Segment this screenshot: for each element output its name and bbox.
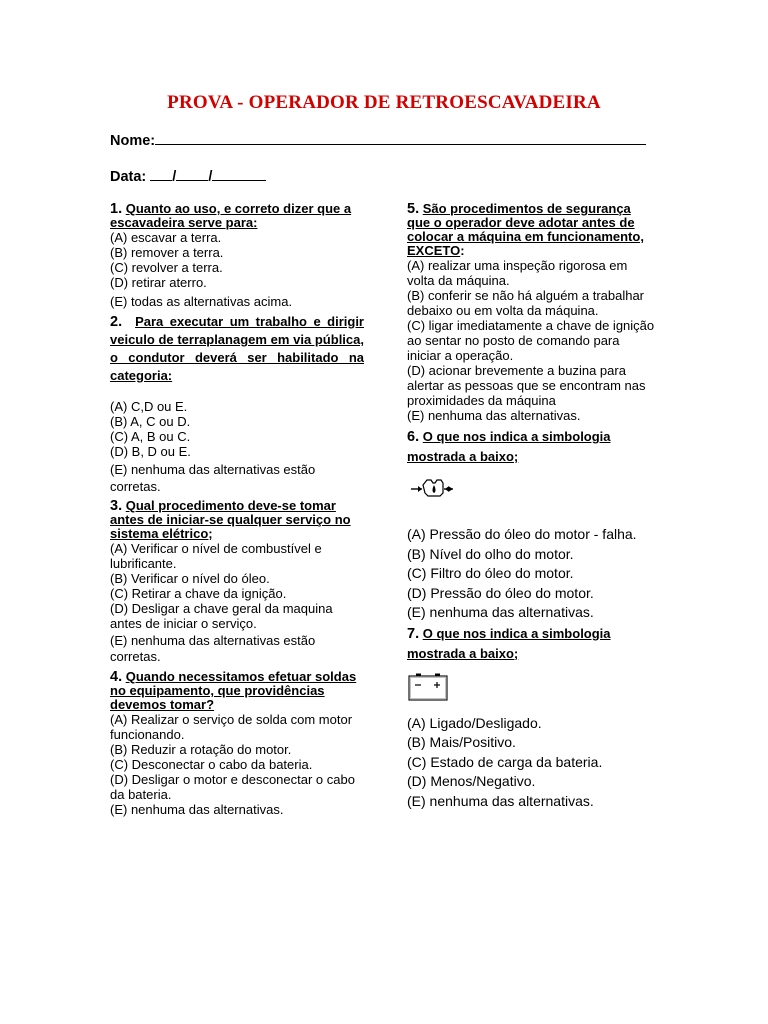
question-3-option-d: (D) Desligar a chave geral da maquina antes de iniciar o serviço. xyxy=(110,601,333,631)
data-day-line xyxy=(150,166,172,181)
question-5 xyxy=(407,202,657,423)
question-1-option-e: (E) todas as alternativas acima. xyxy=(110,294,293,309)
question-2-option-e: (E) nenhuma das alternativas estão corretas. xyxy=(110,462,316,494)
question-2-option-d: (D) B, D ou E. xyxy=(110,444,191,459)
battery-icon xyxy=(407,668,467,714)
question-1-text: Quanto ao uso, e correto dizer que a escavadeira serve para: xyxy=(110,201,352,230)
question-1-option-b: (B) remover a terra. xyxy=(110,245,224,260)
question-2-number: 2. xyxy=(110,314,123,330)
question-3-option-b: (B) Verificar o nível do óleo. xyxy=(110,571,270,586)
nome-line xyxy=(155,130,646,145)
question-5-option-e: (E) nenhuma das alternativas. xyxy=(407,408,581,423)
page-title: PROVA - OPERADOR DE RETROESCAVADEIRA xyxy=(167,92,601,113)
question-7-text: O que nos indica a simbologia mostrada a baixo; xyxy=(407,625,611,661)
question-6-option-c: (C) Filtro do óleo do motor. xyxy=(407,565,574,581)
question-5-option-b: (B) conferir se não há alguém a trabalhar debaixo ou em volta da máquina. xyxy=(407,288,645,318)
question-1-option-a: (A) escavar a terra. xyxy=(110,230,222,245)
question-4-option-d: (D) Desligar o motor e desconectar o cabo da bateria. xyxy=(110,772,355,802)
question-5-number: 5. xyxy=(407,201,420,217)
question-1 xyxy=(110,202,364,309)
data-label: Data: xyxy=(110,169,147,185)
question-6-symbol xyxy=(407,467,657,525)
question-2-option-a: (A) C,D ou E. xyxy=(110,399,188,414)
question-2-option-c: (C) A, B ou C. xyxy=(110,429,191,444)
data-sep-2: / xyxy=(208,169,213,185)
question-7-option-c: (C) Estado de carga da bateria. xyxy=(407,753,603,770)
data-year-line xyxy=(212,166,266,181)
left-column xyxy=(110,202,364,817)
question-6-option-b: (B) Nível do olho do motor. xyxy=(407,545,574,562)
question-2-text: Para executar um trabalho e dirigir veiculo de terraplanagem em via pública, o condutor deverá ser habilitado na categoria: xyxy=(110,314,364,383)
question-6-text: O que nos indica a simbologia mostrada a baixo; xyxy=(407,429,611,464)
question-5-suffix: : xyxy=(460,243,465,258)
question-3-option-e: (E) nenhuma das alternativas estão corretas. xyxy=(110,633,316,664)
question-1-option-d: (D) retirar aterro. xyxy=(110,275,207,290)
question-6-option-e: (E) nenhuma das alternativas. xyxy=(407,604,594,620)
nome-field xyxy=(110,130,646,149)
question-3-number: 3. xyxy=(110,498,123,514)
data-field xyxy=(110,166,266,185)
data-month-line xyxy=(176,166,208,181)
data-sep-1: / xyxy=(172,169,177,185)
question-7-symbol xyxy=(407,668,657,714)
nome-label: Nome: xyxy=(110,133,156,149)
question-4-option-e: (E) nenhuma das alternativas. xyxy=(110,802,284,817)
question-1-number: 1. xyxy=(110,201,123,217)
question-5-option-a: (A) realizar uma inspeção rigorosa em volta da máquina. xyxy=(407,258,628,288)
question-7-option-d: (D) Menos/Negativo. xyxy=(407,773,536,789)
question-3 xyxy=(110,499,364,665)
question-7-option-b: (B) Mais/Positivo. xyxy=(407,734,516,750)
oil-pressure-icon xyxy=(407,467,467,525)
question-5-option-d: (D) acionar brevemente a buzina para alertar as pessoas que se encontram nas proximidades da máquina xyxy=(407,363,646,408)
question-4-option-a: (A) Realizar o serviço de solda com motor funcionando. xyxy=(110,712,353,742)
question-7-option-a: (A) Ligado/Desligado. xyxy=(407,714,542,731)
question-2-option-b: (B) A, C ou D. xyxy=(110,414,191,429)
question-7-option-e: (E) nenhuma das alternativas. xyxy=(407,792,594,809)
question-5-option-c: (C) ligar imediatamente a chave de ignição ao sentar no posto de comando para iniciar a operação. xyxy=(407,318,655,363)
question-4-number: 4. xyxy=(110,669,123,685)
question-6-number: 6. xyxy=(407,429,420,445)
right-column xyxy=(407,202,657,811)
question-3-option-a: (A) Verificar o nível de combustível e lubrificante. xyxy=(110,541,322,571)
question-3-option-c: (C) Retirar a chave da ignição. xyxy=(110,586,287,601)
question-4-option-b: (B) Reduzir a rotação do motor. xyxy=(110,742,292,757)
question-4-text: Quando necessitamos efetuar soldas no equipamento, que providências devemos tomar? xyxy=(110,669,357,712)
question-5-text: São procedimentos de segurança que o operador deve adotar antes de colocar a máquina em funcionamento, EXCETO xyxy=(407,201,644,258)
question-7 xyxy=(407,624,657,812)
question-2 xyxy=(110,313,364,495)
question-7-number: 7. xyxy=(407,625,420,642)
question-6 xyxy=(407,427,657,623)
question-4 xyxy=(110,670,364,817)
question-4-option-c: (C) Desconectar o cabo da bateria. xyxy=(110,757,313,772)
question-6-option-d: (D) Pressão do óleo do motor. xyxy=(407,584,594,601)
question-3-text: Qual procedimento deve-se tomar antes de iniciar-se qualquer serviço no sistema elétrico; xyxy=(110,498,351,541)
question-1-option-c: (C) revolver a terra. xyxy=(110,260,223,275)
question-6-option-a: (A) Pressão do óleo do motor - falha. xyxy=(407,526,637,542)
